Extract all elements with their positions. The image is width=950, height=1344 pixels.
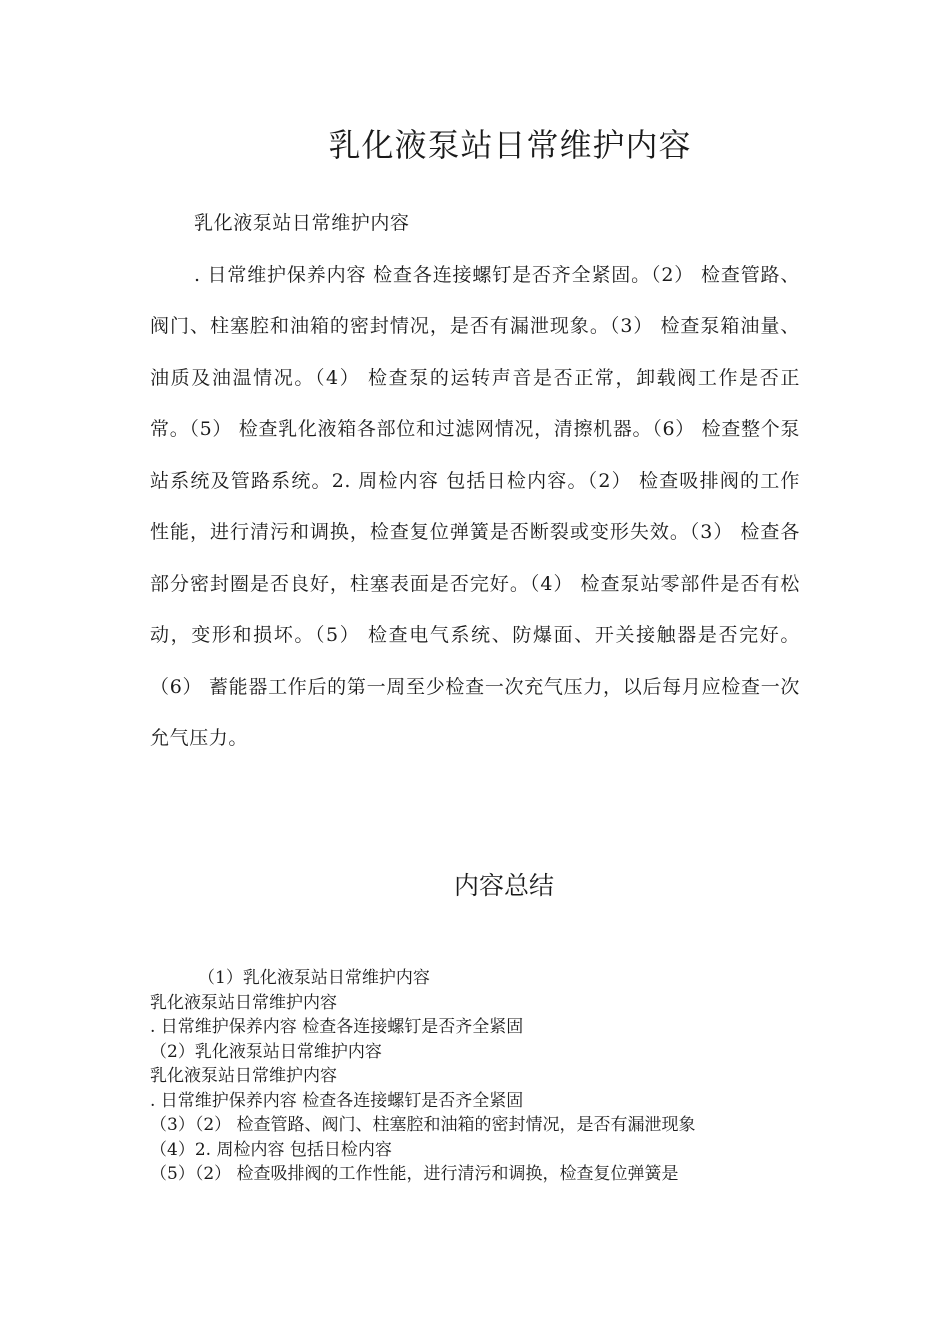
summary-line: （1）乳化液泵站日常维护内容 (198, 968, 430, 988)
summary-line: . 日常维护保养内容 检查各连接螺钉是否齐全紧固 (150, 1090, 524, 1111)
summary-line: . 日常维护保养内容 检查各连接螺钉是否齐全紧固 (150, 1017, 524, 1037)
body-paragraph: . 日常维护保养内容 检查各连接螺钉是否齐全紧固。（2） 检查管路、阀门、柱塞腔和油箱的密封情况，是否有漏泄现象。（3） 检查泵箱油量、油质及油温情况。（4） 检查泵的运转声音是否正常，卸载阀工作是否正常。（5） 检查乳化液箱各部位和过滤网情况，清擦机器。（6） 检查整个泵站系统及管路系统。2. 周检内容 包括日检内容。（2） 检查吸排阀的工作性能，进行清污和调换，检查复位弹簧是否断裂或变形失效。（3） 检查各部分密封圈是否良好，柱塞表面是否完好。（4） 检查泵站零部件是否有松动，变形和损坏。（5） 检查电气系统、防爆面、开关接触器是否完好。（6） 蓄能器工作后的第一周至少检查一次充气压力，以后每月应检查一次允气压力。 (150, 263, 800, 749)
document-body (150, 198, 800, 765)
document-title: 乳化液泵站日常维护内容 (328, 126, 692, 164)
summary-line: （4）2. 周检内容 包括日检内容 (150, 1139, 392, 1160)
summary-line: （3）（2） 检查管路、阀门、柱塞腔和油箱的密封情况，是否有漏泄现象 (150, 1115, 696, 1135)
summary-list (150, 966, 805, 1187)
body-paragraph: 乳化液泵站日常维护内容 (194, 212, 410, 234)
summary-line: 乳化液泵站日常维护内容 (150, 1066, 337, 1086)
summary-heading: 内容总结 (453, 871, 554, 900)
summary-line: （5）（2） 检查吸排阀的工作性能，进行清污和调换，检查复位弹簧是 (150, 1164, 679, 1184)
summary-line: （2）乳化液泵站日常维护内容 (150, 1041, 382, 1062)
summary-line: 乳化液泵站日常维护内容 (150, 992, 337, 1013)
